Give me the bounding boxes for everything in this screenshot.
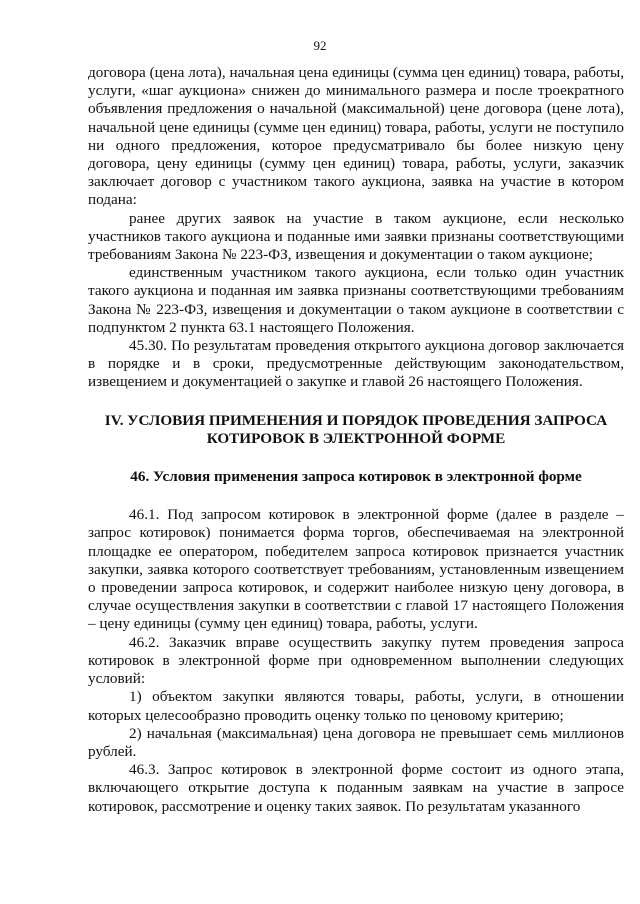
paragraph-early-application: ранее других заявок на участие в таком аукционе, если несколько участников такого аукциона и поданные ими заявки признаны соответствующими требованиям Закона № 223-ФЗ, извещения и документации о таком аукционе; bbox=[88, 209, 624, 264]
subsection-heading: 46. Условия применения запроса котировок в электронной форме bbox=[130, 468, 582, 486]
paragraph-single-participant: единственным участником такого аукциона, если только один участник такого аукциона и поданная им заявка признаны соответствующими требованиям Закона № 223-ФЗ, извещения и документации о таком аукционе в соответствии с подпунктом 2 пункта 63.1 настоящего Положения. bbox=[88, 264, 624, 336]
paragraph-46-1: 46.1. Под запросом котировок в электронной форме (далее в разделе – запрос котировок) понимается форма торгов, обеспечиваемая на электронной площадке ее оператором, победителем запроса котировок признается участник закупки, заявка которого соответствует требованиям, установленным извещением о проведении запроса котировок, и содержит наиболее низкую цену договора, в случае осуществления закупки в соответствии с главой 17 настоящего Положения – цену единицы (сумму цен единиц) товара, работы, услуги. bbox=[88, 506, 624, 633]
paragraph-46-3: 46.3. Запрос котировок в электронной форме состоит из одного этапа, включающего открытие доступа к поданным заявкам на участие в запросе котировок, рассмотрение и оценку таких заявок. По результатам указанного bbox=[88, 761, 624, 815]
paragraph-46-2: 46.2. Заказчик вправе осуществить закупку путем проведения запроса котировок в электронной форме при одновременном выполнении следующих условий: bbox=[88, 633, 624, 688]
section-heading bbox=[88, 412, 624, 448]
section-heading-line-2: КОТИРОВОК В ЭЛЕКТРОННОЙ ФОРМЕ bbox=[206, 429, 506, 447]
page-number: 92 bbox=[313, 38, 327, 53]
document-body bbox=[88, 64, 624, 816]
paragraph-condition-2: 2) начальная (максимальная) цена договора не превышает семь миллионов рублей. bbox=[88, 724, 624, 760]
section-heading-line-1: IV. УСЛОВИЯ ПРИМЕНЕНИЯ И ПОРЯДОК ПРОВЕДЕНИЯ ЗАПРОСА bbox=[104, 411, 608, 429]
paragraph-45-30: 45.30. По результатам проведения открытого аукциона договор заключается в порядке и в сроки, предусмотренные действующим законодательством, извещением и документацией о закупке и главой 26 настоящего Положения. bbox=[88, 337, 624, 391]
paragraph-continuation: договора (цена лота), начальная цена единицы (сумма цен единиц) товара, работы, услуги, «шаг аукциона» снижен до минимального размера и после троекратного объявления предложения о начальной (максимальной) цене договора (цене лота), начальной цене единицы (сумме цен единиц) товара, работы, услуги не поступило ни одного предложения, которое предусматривало бы более низкую цену договора, цену единицы (сумму цен единиц) товара, работы, услуги, заказчик заключает договор с участником такого аукциона, заявка на участие в котором подана: bbox=[88, 64, 624, 209]
paragraph-condition-1: 1) объектом закупки являются товары, работы, услуги, в отношении которых целесообразно проводить оценку только по ценовому критерию; bbox=[88, 688, 624, 724]
